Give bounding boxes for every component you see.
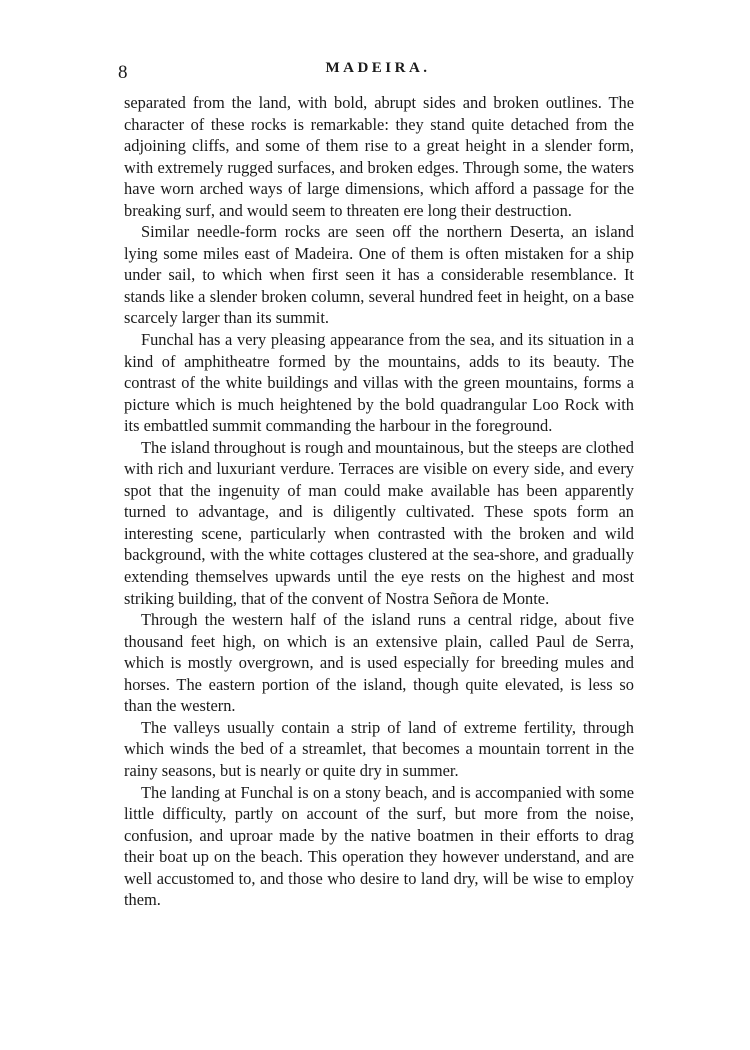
paragraph-central-ridge: Through the western half of the island runs a central ridge, about five thousand feet high, on which is an extensive plain, called Paul de Serra, which is mostly overgrown, and is used especially for breeding mules and horses. The eastern portion of the island, though quite elevated, is less so than the western.: [124, 610, 634, 716]
page-header: [118, 56, 638, 86]
paragraph-landing: The landing at Funchal is on a stony beach, and is accompanied with some little difficulty, partly on account of the surf, but more from the noise, confusion, and uproar made by the native boatmen in their efforts to drag their boat up on the beach. This operation they however understand, and are well accustomed to, and those who desire to land dry, will be wise to employ them.: [124, 782, 634, 910]
paragraph-valleys: The valleys usually contain a strip of land of extreme fertility, through which winds the bed of a streamlet, that becomes a mountain torrent in the rainy seasons, but is nearly or quite dry in summer.: [124, 717, 634, 780]
body-text: [124, 92, 634, 911]
paragraph-funchal-appearance: Funchal has a very pleasing appearance from the sea, and its situation in a kind of amphitheatre formed by the mountains, adds to its beauty. The contrast of the white buildings and villas with the green mountains, forms a picture which is much heightened by the bold quadrangular Loo Rock with its embattled summit commanding the harbour in the foreground.: [124, 330, 634, 436]
running-head: MADEIRA.: [325, 60, 431, 76]
paragraph-island-terrain: The island throughout is rough and mountainous, but the steeps are clothed with rich and luxuriant verdure. Terraces are visible on every side, and every spot that the ingenuity of man could make available has been apparently turned to advantage, and is diligently cultivated. These spots form an interesting scene, particularly when contrasted with the broken and wild background, with the white cottages clustered at the sea-shore, and gradually extending themselves upwards until the eye rests on the highest and most striking building, that of the convent of Nostra Señora de Monte.: [124, 437, 634, 608]
paragraph-needle-rocks: Similar needle-form rocks are seen off the northern Deserta, an island lying some miles east of Madeira. One of them is often mistaken for a ship under sail, to which when first seen it has a considerable resemblance. It stands like a slender broken column, several hundred feet in height, on a base scarcely larger than its summit.: [124, 222, 634, 328]
page-number: 8: [118, 62, 128, 83]
paragraph-continued: separated from the land, with bold, abrupt sides and broken outlines. The character of these rocks is remarkable: they stand quite detached from the adjoining cliffs, and some of them rise to a great height in a slender form, with extremely rugged surfaces, and broken edges. Through some, the waters have worn arched ways of large dimensions, which afford a passage for the breaking surf, and would seem to threaten ere long their destruction.: [124, 93, 634, 220]
